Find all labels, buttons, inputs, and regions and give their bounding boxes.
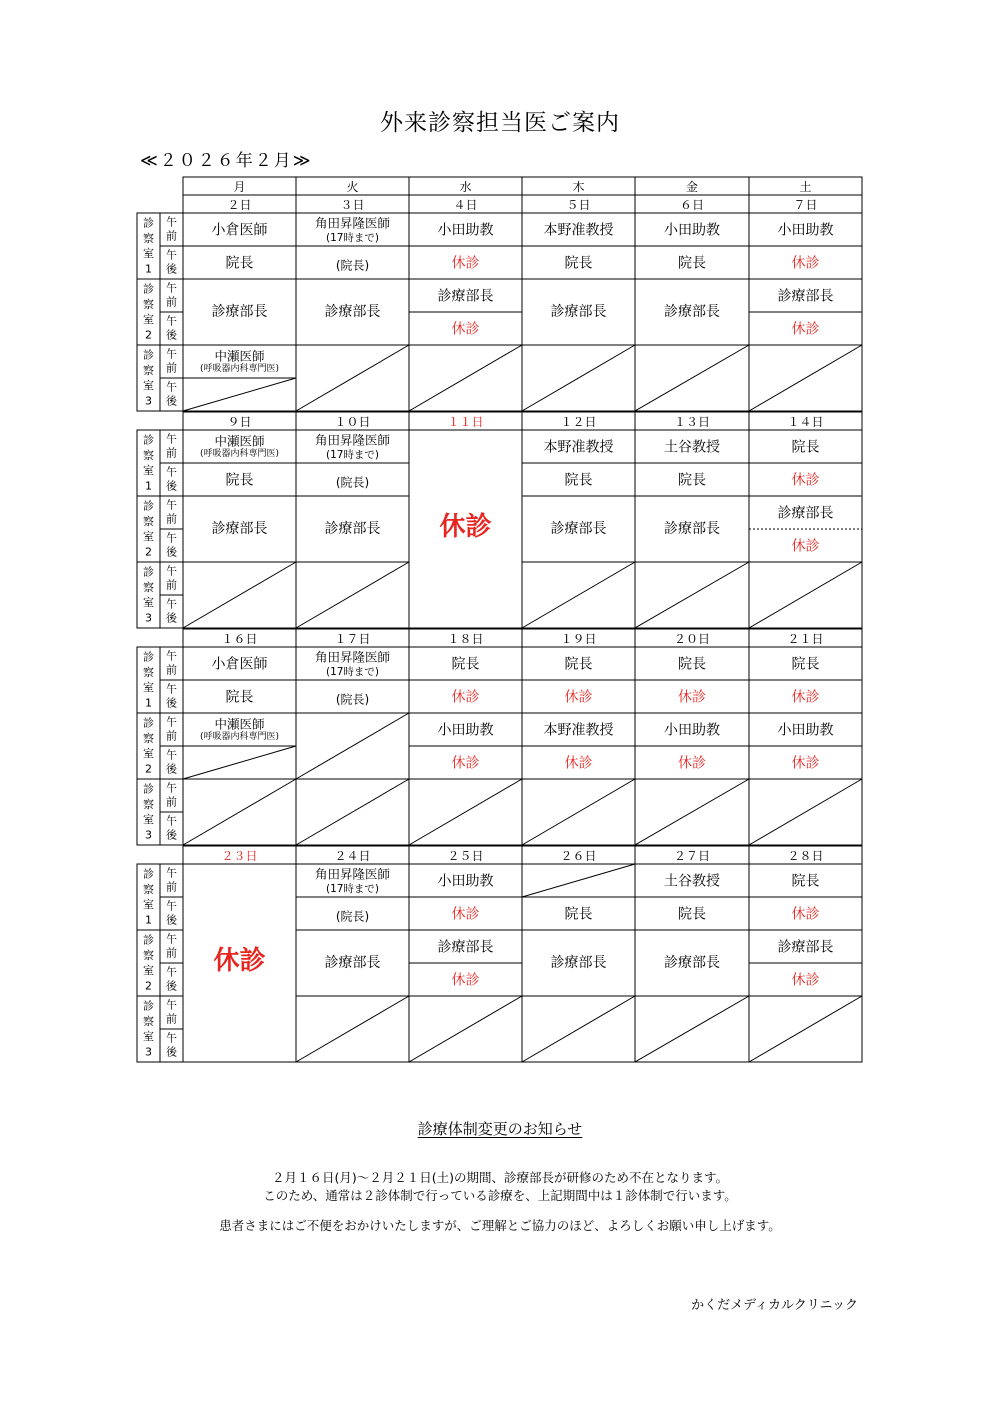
doctor-name: 角田昇隆医師 (314, 432, 391, 448)
date-cell: ２５日 (447, 849, 484, 863)
period-am-char: 午 (166, 781, 177, 795)
room-label-char: 診 (143, 216, 154, 230)
notice-line-1: ２月１６日(月)～２月２１日(土)の期間、診療部長が研修のため不在となります。 (271, 1170, 728, 1185)
period-pm-char: 後 (166, 262, 177, 276)
unavailable-slash (183, 746, 296, 779)
period-am-char: 前 (166, 946, 177, 960)
unavailable-slash (296, 713, 409, 779)
period-am-char: 午 (166, 998, 177, 1012)
date-cell: ３日 (340, 198, 365, 212)
doctor-name: 小田助教 (777, 222, 834, 239)
doctor-name: 小田助教 (664, 222, 720, 239)
doctor-note: (呼吸器内科専門医) (199, 449, 280, 459)
period-pm-char: 午 (166, 380, 177, 394)
date-cell: ２８日 (787, 849, 824, 863)
closed-label: 休診 (791, 689, 820, 706)
weekday-3: 水 (459, 180, 472, 194)
room-label-char: 室 (143, 313, 154, 327)
period-am-char: 前 (166, 663, 177, 677)
room-label-char: 察 (143, 948, 154, 962)
doctor-name: 小田助教 (664, 722, 720, 739)
closed-label: 休診 (451, 972, 480, 989)
date-cell: ２０日 (673, 632, 711, 646)
doctor-name: 診療部長 (777, 288, 834, 305)
doctor-name: 診療部長 (437, 939, 494, 956)
room-label-char: 察 (143, 231, 154, 245)
room-label-char: 室 (143, 1030, 154, 1044)
unavailable-slash (749, 562, 862, 628)
room-label-char: 察 (143, 297, 154, 311)
date-cell: １２日 (560, 415, 597, 429)
doctor-note: (17時まで) (325, 232, 380, 244)
unavailable-slash (522, 562, 635, 628)
closed-label: 休診 (791, 972, 820, 989)
doctor-name: 診療部長 (211, 521, 268, 537)
doctor-name: 土谷教授 (664, 439, 720, 456)
date-cell: ９日 (227, 415, 252, 429)
room-label-char: 診 (143, 650, 154, 664)
doctor-name: 院長 (225, 472, 254, 489)
unavailable-slash (183, 378, 296, 411)
period-am-char: 前 (166, 229, 177, 243)
doctor-name: 診療部長 (777, 505, 834, 522)
doctor-name: 院長 (791, 873, 820, 890)
doctor-name: 院長 (564, 906, 593, 923)
clinic-name: かくだメディカルクリニック (691, 1298, 858, 1313)
doctor-name: 小田助教 (437, 722, 494, 739)
doctor-name: 院長 (564, 255, 593, 272)
doctor-name: 診療部長 (211, 304, 268, 320)
unavailable-slash (409, 996, 522, 1062)
period-pm-char: 午 (166, 465, 177, 479)
closed-label: 休診 (791, 472, 820, 489)
unavailable-slash (635, 562, 749, 628)
day-closed-label: 休診 (439, 512, 492, 542)
weekday-4: 木 (572, 180, 585, 194)
room-label-char: 診 (143, 348, 154, 362)
doctor-name: 小田助教 (777, 722, 834, 739)
room-label-char: 診 (143, 499, 154, 513)
room-label-char: 診 (143, 433, 154, 447)
period-pm-char: 午 (166, 814, 177, 828)
unavailable-slash (522, 864, 635, 897)
room-label-char: 室 (143, 898, 154, 912)
doctor-note: (17時まで) (325, 883, 380, 895)
date-cell: ２日 (227, 198, 252, 212)
closed-label: 休診 (564, 755, 593, 772)
doctor-name: 中瀬医師 (214, 348, 265, 364)
doctor-name: (院長) (335, 692, 370, 707)
room-label-char: 察 (143, 580, 154, 594)
room-label-char: 室 (143, 247, 154, 261)
room-label-char: 察 (143, 363, 154, 377)
doctor-name: 院長 (791, 656, 820, 673)
unavailable-slash (522, 345, 635, 411)
period-pm-char: 後 (166, 611, 177, 625)
unavailable-slash (409, 345, 522, 411)
closed-label: 休診 (451, 689, 480, 706)
room-label-char: 2 (145, 762, 152, 776)
weekday-2: 火 (346, 180, 359, 194)
day-closed-label: 休診 (213, 946, 266, 976)
closed-label: 休診 (791, 538, 820, 555)
period-pm-char: 午 (166, 899, 177, 913)
closed-label: 休診 (791, 755, 820, 772)
period-am-char: 前 (166, 446, 177, 460)
doctor-name: 土谷教授 (664, 873, 720, 890)
room-label-char: 室 (143, 379, 154, 393)
notice-title: 診療体制変更のお知らせ (417, 1120, 583, 1138)
doctor-name: 小田助教 (437, 873, 494, 890)
room-label-char: 察 (143, 448, 154, 462)
closed-label: 休診 (791, 321, 820, 338)
doctor-name: 中瀬医師 (214, 716, 265, 732)
doctor-name: 小倉医師 (211, 222, 268, 239)
room-label-char: 室 (143, 813, 154, 827)
doctor-name: 診療部長 (664, 955, 720, 971)
period-pm-char: 後 (166, 394, 177, 408)
unavailable-slash (522, 779, 635, 845)
doctor-name: 診療部長 (664, 304, 720, 320)
doctor-name: 診療部長 (550, 304, 607, 320)
period-am-char: 午 (166, 432, 177, 446)
room-label-char: 室 (143, 747, 154, 761)
unavailable-slash (183, 779, 296, 845)
period-pm-char: 午 (166, 531, 177, 545)
doctor-name: 院長 (678, 255, 706, 272)
date-cell: １７日 (334, 632, 371, 646)
period-am-char: 午 (166, 649, 177, 663)
period-pm-char: 後 (166, 696, 177, 710)
unavailable-slash (635, 779, 749, 845)
room-label-char: 2 (145, 545, 152, 559)
period-pm-char: 午 (166, 748, 177, 762)
doctor-name: 小田助教 (437, 222, 494, 239)
date-cell: １３日 (673, 415, 711, 429)
doctor-name: 角田昇隆医師 (314, 649, 391, 665)
closed-label: 休診 (451, 906, 480, 923)
page-title: 外来診察担当医ご案内 (380, 110, 620, 136)
doctor-name: 院長 (564, 656, 593, 673)
period-am-char: 午 (166, 498, 177, 512)
date-cell: １１日 (447, 415, 484, 429)
unavailable-slash (296, 779, 409, 845)
room-label-char: 室 (143, 596, 154, 610)
doctor-name: 院長 (678, 906, 706, 923)
period-pm-char: 午 (166, 597, 177, 611)
period-pm-char: 午 (166, 965, 177, 979)
date-cell: ２４日 (334, 849, 371, 863)
room-label-char: 3 (145, 828, 152, 842)
unavailable-slash (749, 996, 862, 1062)
date-cell: １８日 (447, 632, 484, 646)
doctor-name: 院長 (451, 656, 480, 673)
date-cell: ５日 (566, 198, 591, 212)
unavailable-slash (409, 779, 522, 845)
doctor-note: (呼吸器内科専門医) (199, 364, 280, 374)
date-cell: ２３日 (221, 849, 258, 863)
period-pm-char: 後 (166, 913, 177, 927)
doctor-name: 本野准教授 (543, 222, 614, 239)
doctor-name: 角田昇隆医師 (314, 215, 391, 231)
unavailable-slash (183, 562, 296, 628)
date-cell: ２７日 (673, 849, 711, 863)
date-cell: １４日 (787, 415, 824, 429)
date-cell: ６日 (679, 198, 705, 212)
room-label-char: 3 (145, 394, 152, 408)
period-am-char: 前 (166, 880, 177, 894)
room-label-char: 3 (145, 1045, 152, 1059)
room-label-char: 察 (143, 665, 154, 679)
doctor-name: 院長 (791, 439, 820, 456)
date-cell: １９日 (560, 632, 597, 646)
closed-label: 休診 (678, 755, 706, 772)
period-am-char: 午 (166, 932, 177, 946)
notice-line-2: このため、通常は２診体制で行っている診療を、上記期間中は１診体制で行います。 (263, 1188, 737, 1203)
period-pm-char: 後 (166, 979, 177, 993)
doctor-name: 診療部長 (777, 939, 834, 956)
period-pm-char: 後 (166, 828, 177, 842)
room-label-char: 診 (143, 867, 154, 881)
room-label-char: 診 (143, 716, 154, 730)
date-cell: ４日 (453, 198, 478, 212)
month-label: ≪２０２６年２月≫ (140, 151, 313, 171)
unavailable-slash (296, 345, 409, 411)
doctor-note: (17時まで) (325, 666, 380, 678)
doctor-name: 院長 (678, 656, 706, 673)
period-pm-char: 後 (166, 545, 177, 559)
room-label-char: 室 (143, 530, 154, 544)
unavailable-slash (749, 345, 862, 411)
closed-label: 休診 (451, 255, 480, 272)
room-label-char: 室 (143, 681, 154, 695)
period-pm-char: 後 (166, 479, 177, 493)
weekday-1: 月 (233, 180, 246, 194)
period-am-char: 前 (166, 1012, 177, 1026)
period-am-char: 午 (166, 564, 177, 578)
unavailable-slash (522, 996, 635, 1062)
room-label-char: 3 (145, 611, 152, 625)
doctor-name: 診療部長 (664, 521, 720, 537)
doctor-name: 本野准教授 (543, 722, 614, 739)
period-pm-char: 後 (166, 1045, 177, 1059)
doctor-name: 本野准教授 (543, 439, 614, 456)
period-am-char: 前 (166, 295, 177, 309)
room-label-char: 室 (143, 964, 154, 978)
doctor-name: 院長 (564, 472, 593, 489)
room-label-char: 察 (143, 1014, 154, 1028)
room-label-char: 診 (143, 282, 154, 296)
room-label-char: 診 (143, 782, 154, 796)
unavailable-slash (635, 345, 749, 411)
closed-label: 休診 (451, 321, 480, 338)
doctor-name: 診療部長 (324, 955, 381, 971)
doctor-name: 院長 (678, 472, 706, 489)
doctor-name: (院長) (335, 258, 370, 273)
room-label-char: 診 (143, 933, 154, 947)
room-label-char: 察 (143, 797, 154, 811)
doctor-name: 小倉医師 (211, 656, 268, 673)
closed-label: 休診 (678, 689, 706, 706)
closed-label: 休診 (564, 689, 593, 706)
date-cell: １６日 (221, 632, 258, 646)
doctor-name: (院長) (335, 475, 370, 490)
period-am-char: 午 (166, 347, 177, 361)
period-pm-char: 午 (166, 314, 177, 328)
doctor-name: 院長 (225, 255, 254, 272)
doctor-note: (呼吸器内科専門医) (199, 732, 280, 742)
doctor-note: (17時まで) (325, 449, 380, 461)
period-am-char: 前 (166, 512, 177, 526)
weekday-5: 金 (685, 180, 699, 194)
doctor-name: 角田昇隆医師 (314, 866, 391, 882)
period-am-char: 前 (166, 361, 177, 375)
unavailable-slash (635, 996, 749, 1062)
room-label-char: 室 (143, 464, 154, 478)
room-label-char: 診 (143, 565, 154, 579)
unavailable-slash (749, 779, 862, 845)
closed-label: 休診 (791, 255, 820, 272)
doctor-name: (院長) (335, 909, 370, 924)
room-label-char: 察 (143, 514, 154, 528)
date-cell: １０日 (334, 415, 371, 429)
room-label-char: 察 (143, 882, 154, 896)
doctor-name: 診療部長 (437, 288, 494, 305)
period-am-char: 午 (166, 215, 177, 229)
doctor-name: 診療部長 (550, 955, 607, 971)
weekday-6: 土 (799, 180, 812, 194)
period-am-char: 前 (166, 578, 177, 592)
room-label-char: 1 (145, 696, 152, 710)
room-label-char: 診 (143, 999, 154, 1013)
room-label-char: 2 (145, 979, 152, 993)
unavailable-slash (296, 996, 409, 1062)
room-label-char: 1 (145, 262, 152, 276)
room-label-char: 2 (145, 328, 152, 342)
unavailable-slash (296, 562, 409, 628)
period-pm-char: 午 (166, 248, 177, 262)
date-cell: ２１日 (787, 632, 824, 646)
period-am-char: 午 (166, 281, 177, 295)
closed-label: 休診 (791, 906, 820, 923)
period-pm-char: 午 (166, 1031, 177, 1045)
room-label-char: 1 (145, 913, 152, 927)
closed-label: 休診 (451, 755, 480, 772)
doctor-name: 診療部長 (324, 304, 381, 320)
doctor-name: 中瀬医師 (214, 433, 265, 449)
period-am-char: 午 (166, 866, 177, 880)
period-pm-char: 後 (166, 762, 177, 776)
doctor-name: 診療部長 (324, 521, 381, 537)
doctor-name: 診療部長 (550, 521, 607, 537)
room-label-char: 1 (145, 479, 152, 493)
period-am-char: 前 (166, 729, 177, 743)
period-am-char: 午 (166, 715, 177, 729)
period-pm-char: 午 (166, 682, 177, 696)
doctor-name: 院長 (225, 689, 254, 706)
date-cell: ７日 (793, 198, 818, 212)
notice-line-3: 患者さまにはご不便をおかけいたしますが、ご理解とご協力のほど、よろしくお願い申し上げます。 (219, 1218, 781, 1233)
date-cell: ２６日 (560, 849, 597, 863)
period-am-char: 前 (166, 795, 177, 809)
room-label-char: 察 (143, 731, 154, 745)
period-pm-char: 後 (166, 328, 177, 342)
